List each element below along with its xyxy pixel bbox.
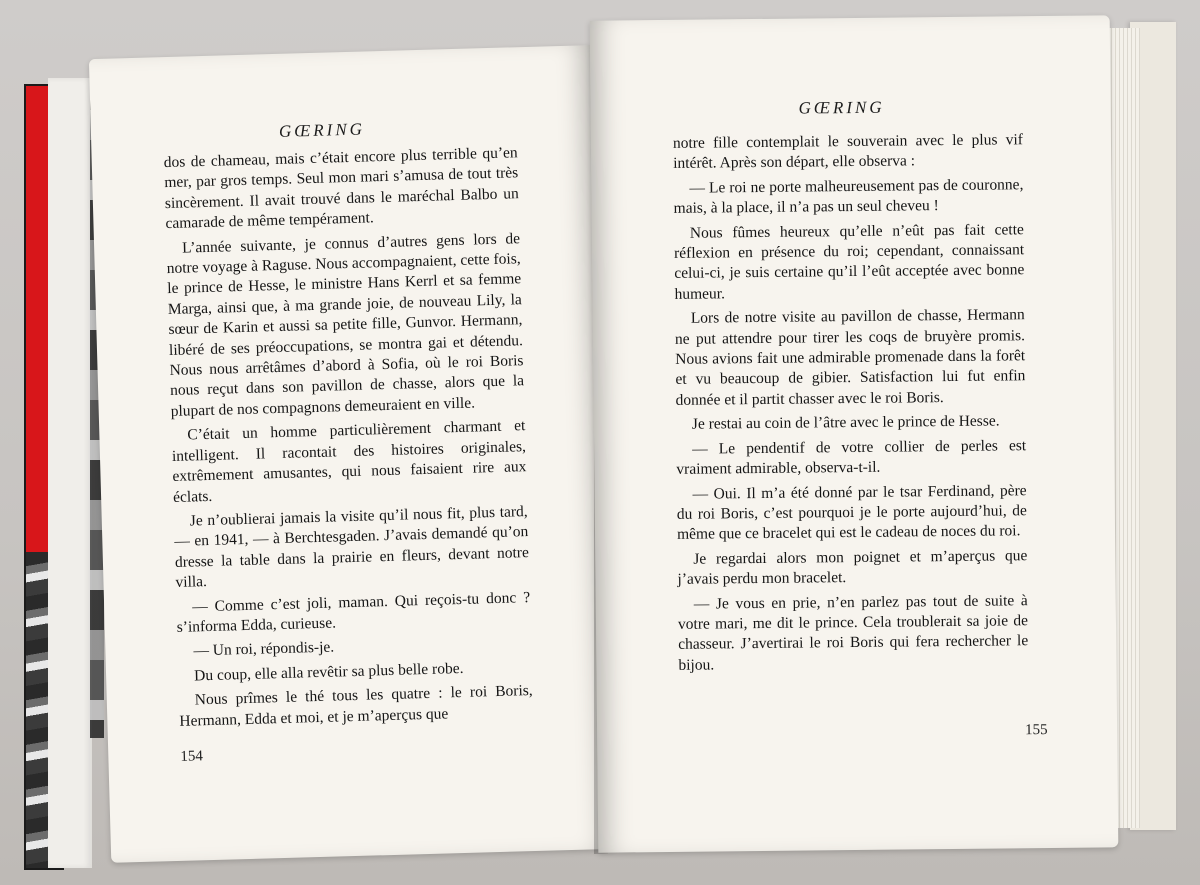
paragraph: Lors de notre visite au pavillon de chasse, Hermann ne put attendre pour tirer les coqs de bruyère promis. Nous avions fait une admirable promenade dans la forêt et vu beaucoup de gibier. Satisfaction lui fut enfin donnée et il partit chasser avec le roi Boris. bbox=[674, 306, 1026, 409]
paragraph: Nous fûmes heureux qu’elle n’eût pas fait cette réflexion en présence du roi; cependant, connaissant celui-ci, je suis certaine qu’il l’eût acceptée avec bonne humeur. bbox=[674, 220, 1025, 303]
book-jacket-left bbox=[48, 78, 92, 868]
paragraph: — Le roi ne porte malheureusement pas de couronne, mais, à la place, il n’a pas un seul cheveu ! bbox=[673, 176, 1024, 218]
paragraph: Du coup, elle alla revêtir sa plus belle robe. bbox=[193, 659, 464, 685]
running-header-left: GŒRING bbox=[278, 119, 366, 141]
page-number-left: 154 bbox=[180, 748, 204, 765]
paragraph: Je restai au coin de l’âtre avec le prince de Hesse. bbox=[691, 412, 1000, 433]
paragraph: — Comme c’est joli, maman. Qui reçois-tu donc ? s’informa Edda, curieuse. bbox=[176, 588, 531, 636]
paragraph: — Un roi, répondis-je. bbox=[193, 638, 335, 660]
paragraph: Nous prîmes le thé tous les quatre : le roi Boris, Hermann, Edda et moi, et je m’aperçus que bbox=[179, 682, 533, 730]
left-page bbox=[89, 45, 613, 863]
right-page-text bbox=[673, 130, 1029, 680]
paragraph: notre fille contemplait le souverain avec le plus vif intérêt. Après son départ, elle observa : bbox=[672, 131, 1024, 173]
left-page-text bbox=[164, 143, 534, 736]
paragraph: C’était un homme particulièrement charmant et intelligent. Il racontait des histoires originales, extrêmement amusantes, qui nous faisaient rire aux éclats. bbox=[171, 417, 527, 506]
paragraph: L’année suivante, je connus d’autres gens lors de notre voyage à Raguse. Nous accompagnaient, cette fois, le prince de Hesse, le ministre Hans Kerrl et sa femme Marga, ainsi que, à ma grande joie, de nouveau Lily, la sœur de Karin et aussi sa petite fille, Gunvor. Hermann, libéré de ses préoccupations, se montra gai et détendu. Nous nous arrêtâmes d’abord à Sofia, où le roi Boris nous reçut dans son pavillon de chasse, alors que la plupart de nos compagnons demeuraient en ville. bbox=[166, 229, 525, 420]
paragraph: dos de chameau, mais c’était encore plus terrible qu’en mer, par gros temps. Seul mon mari s’amusa de tout très sincèrement. Il avait trouvé dans le maréchal Balbo un camarade de même tempérament. bbox=[163, 144, 520, 233]
paragraph: — Je vous en prie, n’en parlez pas tout de suite à votre mari, me dit le prince. Cela troublerait sa joie de chasseur. J’avertirai le roi Boris qui fera rechercher le bijou. bbox=[677, 591, 1029, 674]
paragraph: Je n’oublierai jamais la visite qu’il nous fit, plus tard, — en 1941, — à Berchtesgaden. J’avais demandé qu’on dresse la table dans la prairie en fleurs, devant notre villa. bbox=[174, 502, 530, 592]
right-page bbox=[590, 15, 1119, 852]
page-number-right: 155 bbox=[1025, 721, 1048, 739]
paragraph: — Oui. Il m’a été donné par le tsar Ferdinand, père du roi Boris, c’est pourquoi je le porte aujourd’hui, de même que ce bracelet qui est le cadeau de noces du roi. bbox=[676, 481, 1027, 544]
paragraph: — Le pendentif de votre collier de perles est vraiment admirable, observa-t-il. bbox=[676, 436, 1027, 478]
paragraph: Je regardai alors mon poignet et m’aperçus que j’avais perdu mon bracelet. bbox=[677, 546, 1028, 588]
running-header-right: GŒRING bbox=[798, 97, 885, 118]
